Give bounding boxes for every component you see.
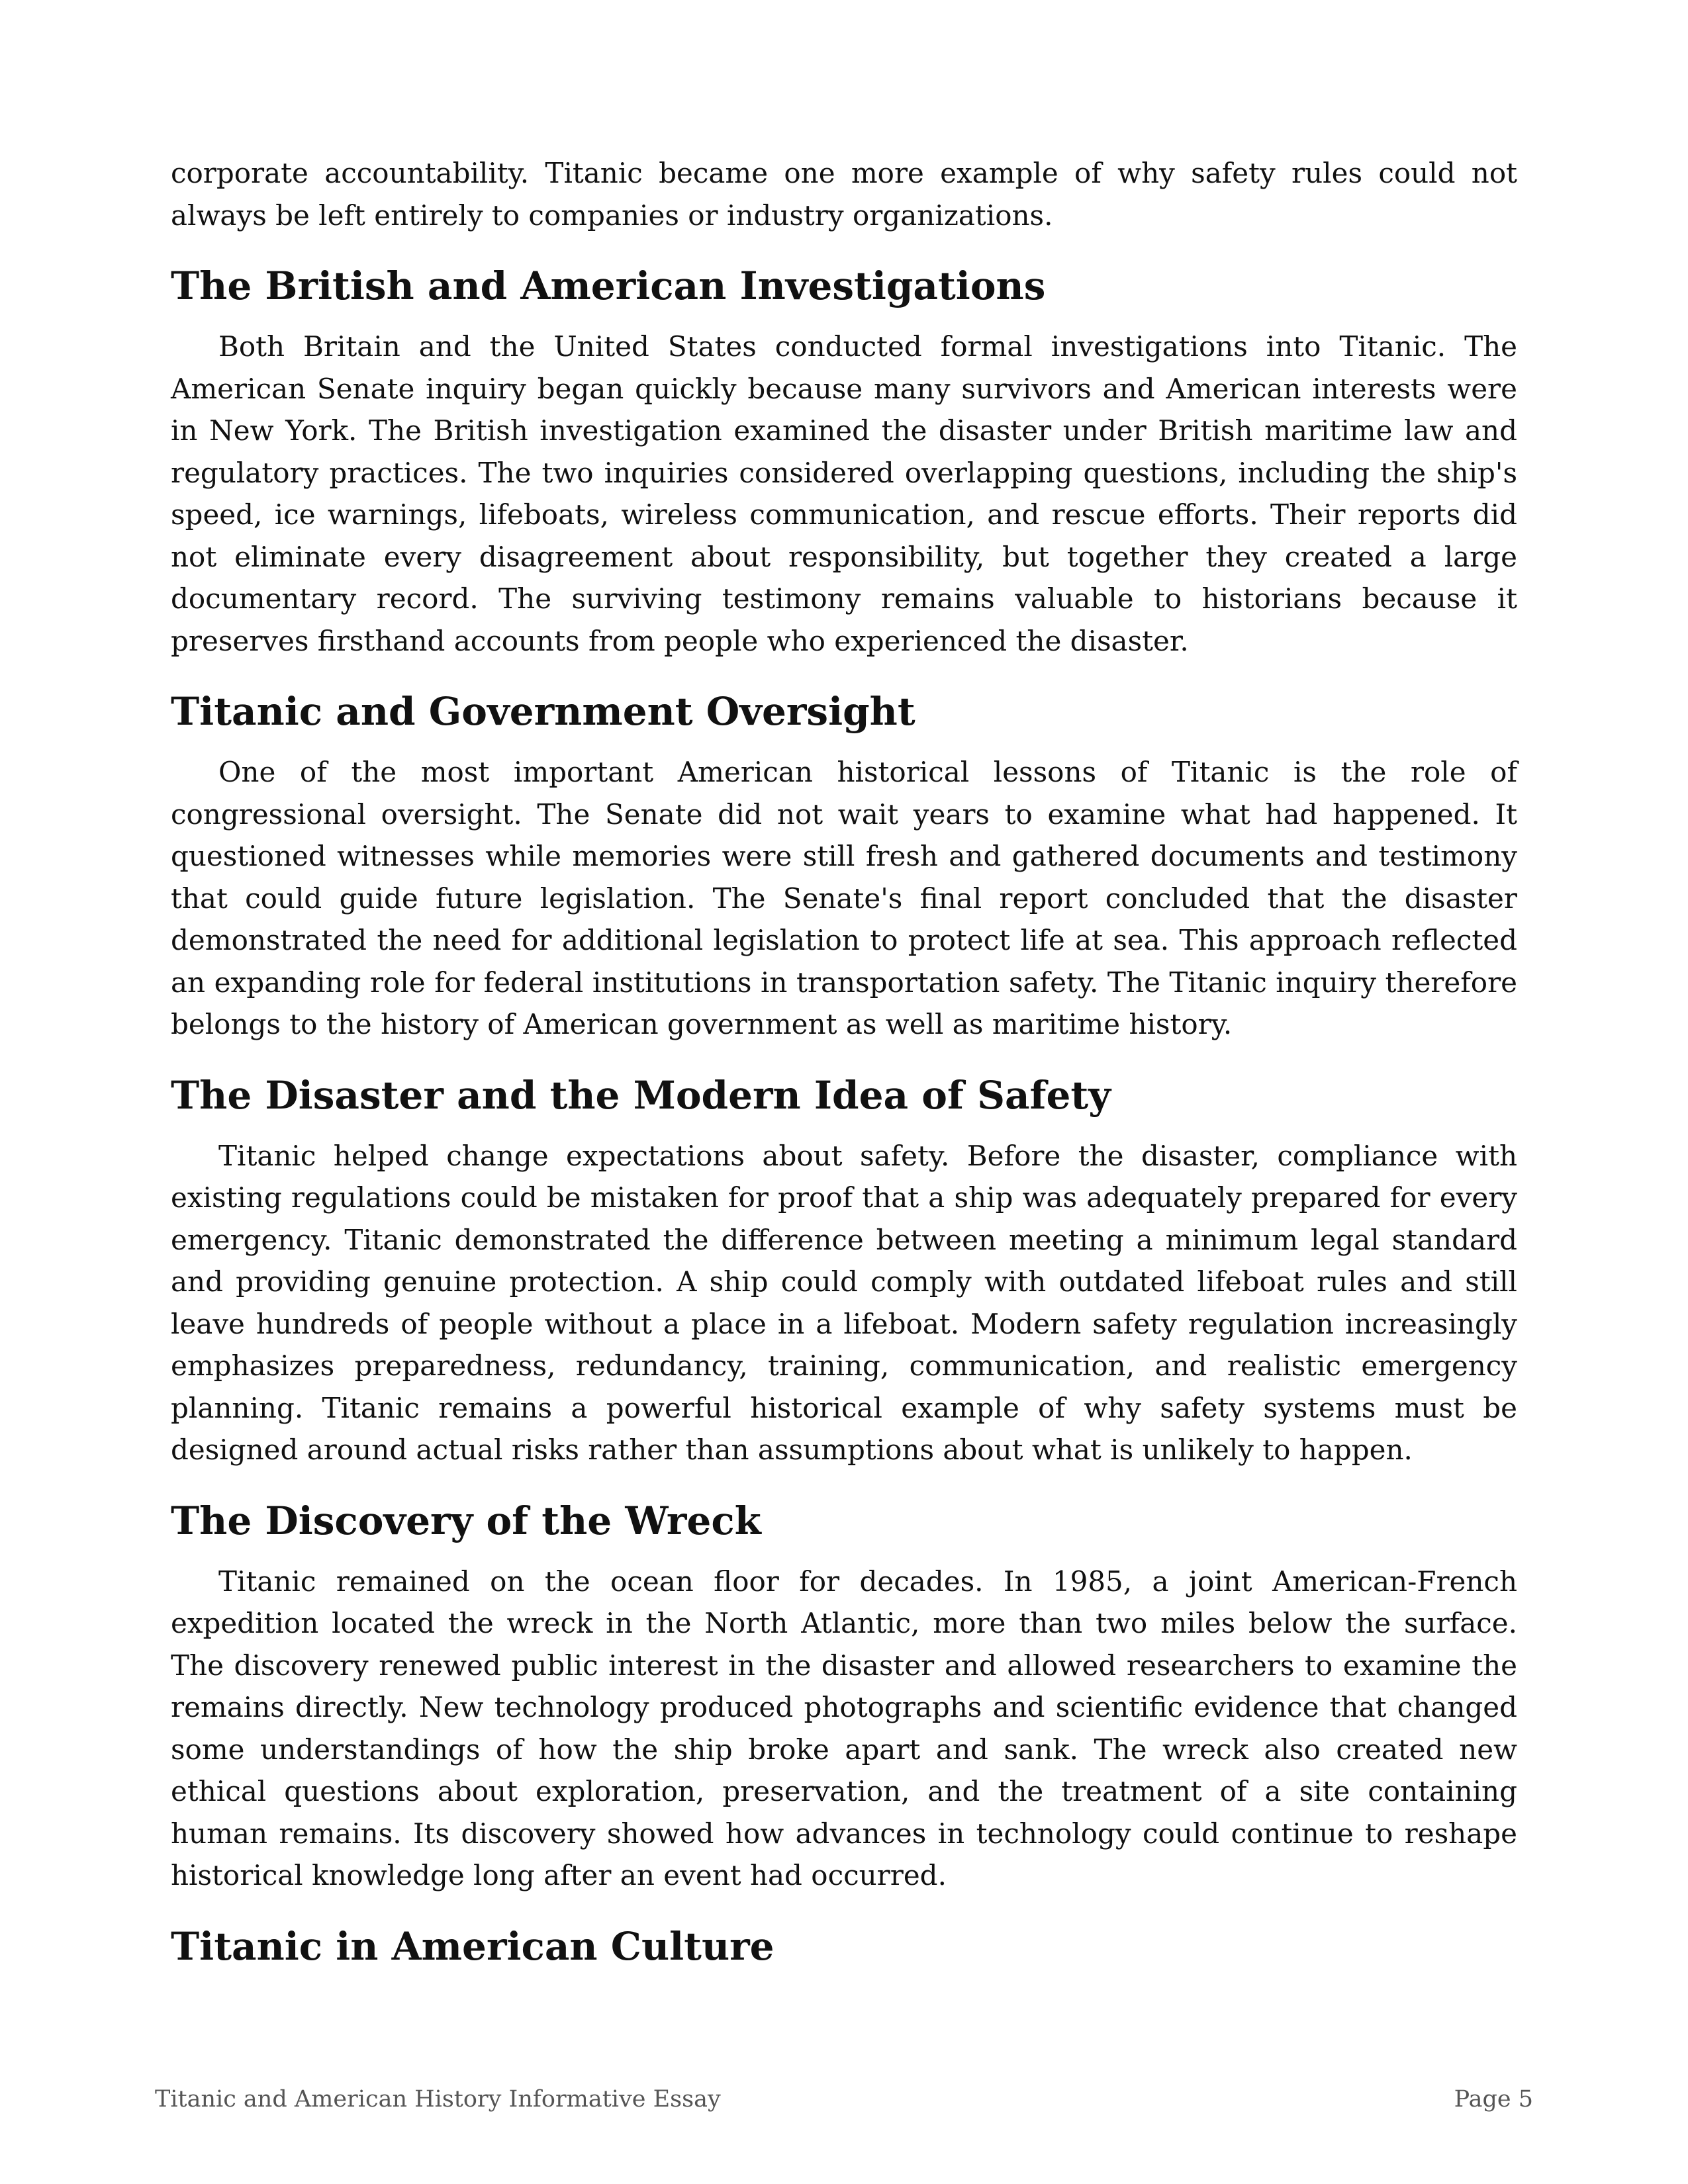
section-paragraph: One of the most important American historical lessons of Titanic is the role of congressional oversight. The Senate did not wait years to examine what had happened. It questioned witnesses while memories were still fresh and gathered documents and testimony that could guide future legislation. The Senate's final report concluded that the disaster demonstrated the need for additional legislation to protect life at sea. This approach reflected an expanding role for federal institutions in transportation safety. The Titanic inquiry therefore belongs to the history of American government as well as maritime history. <box>171 756 1517 1040</box>
footer-document-title: Titanic and American History Informative Essay <box>155 2086 721 2113</box>
document-body <box>171 152 1517 1973</box>
section-heading: The British and American Investigations <box>171 263 1046 308</box>
section-paragraph: Titanic helped change expectations about safety. Before the disaster, compliance with existing regulations could be mistaken for proof that a ship was adequately prepared for every emergency. Titanic demonstrated the difference between meeting a minimum legal standard and providing genuine protection. A ship could comply with outdated lifeboat rules and still leave hundreds of people without a place in a lifeboat. Modern safety regulation increasingly emphasizes preparedness, redundancy, training, communication, and realistic emergency planning. Titanic remains a powerful historical example of why safety systems must be designed around actual risks rather than assumptions about what is unlikely to happen. <box>171 1139 1517 1466</box>
footer-page-number: Page 5 <box>1454 2086 1533 2113</box>
section-heading: Titanic and Government Oversight <box>171 689 915 734</box>
intro-paragraph: corporate accountability. Titanic became one more example of why safety rules could not always be left entirely to companies or industry organizations. <box>171 157 1517 232</box>
section-heading: The Discovery of the Wreck <box>171 1498 761 1543</box>
section-heading: Titanic in American Culture <box>171 1923 774 1969</box>
section-paragraph: Both Britain and the United States conducted formal investigations into Titanic. The American Senate inquiry began quickly because many survivors and American interests were in New York. The British investigation examined the disaster under British maritime law and regulatory practices. The two inquiries considered overlapping questions, including the ship's speed, ice warnings, lifeboats, wireless communication, and rescue efforts. Their reports did not eliminate every disagreement about responsibility, but together they created a large documentary record. The surviving testimony remains valuable to historians because it preserves firsthand accounts from people who experienced the disaster. <box>171 330 1517 657</box>
section-heading: The Disaster and the Modern Idea of Safety <box>171 1072 1111 1118</box>
section-paragraph: Titanic remained on the ocean floor for decades. In 1985, a joint American-French expedition located the wreck in the North Atlantic, more than two miles below the surface. The discovery renewed public interest in the disaster and allowed researchers to examine the remains directly. New technology produced photographs and scientific evidence that changed some understandings of how the ship broke apart and sank. The wreck also created new ethical questions about exploration, preservation, and the treatment of a site containing human remains. Its discovery showed how advances in technology could continue to reshape historical knowledge long after an event had occurred. <box>171 1565 1517 1891</box>
